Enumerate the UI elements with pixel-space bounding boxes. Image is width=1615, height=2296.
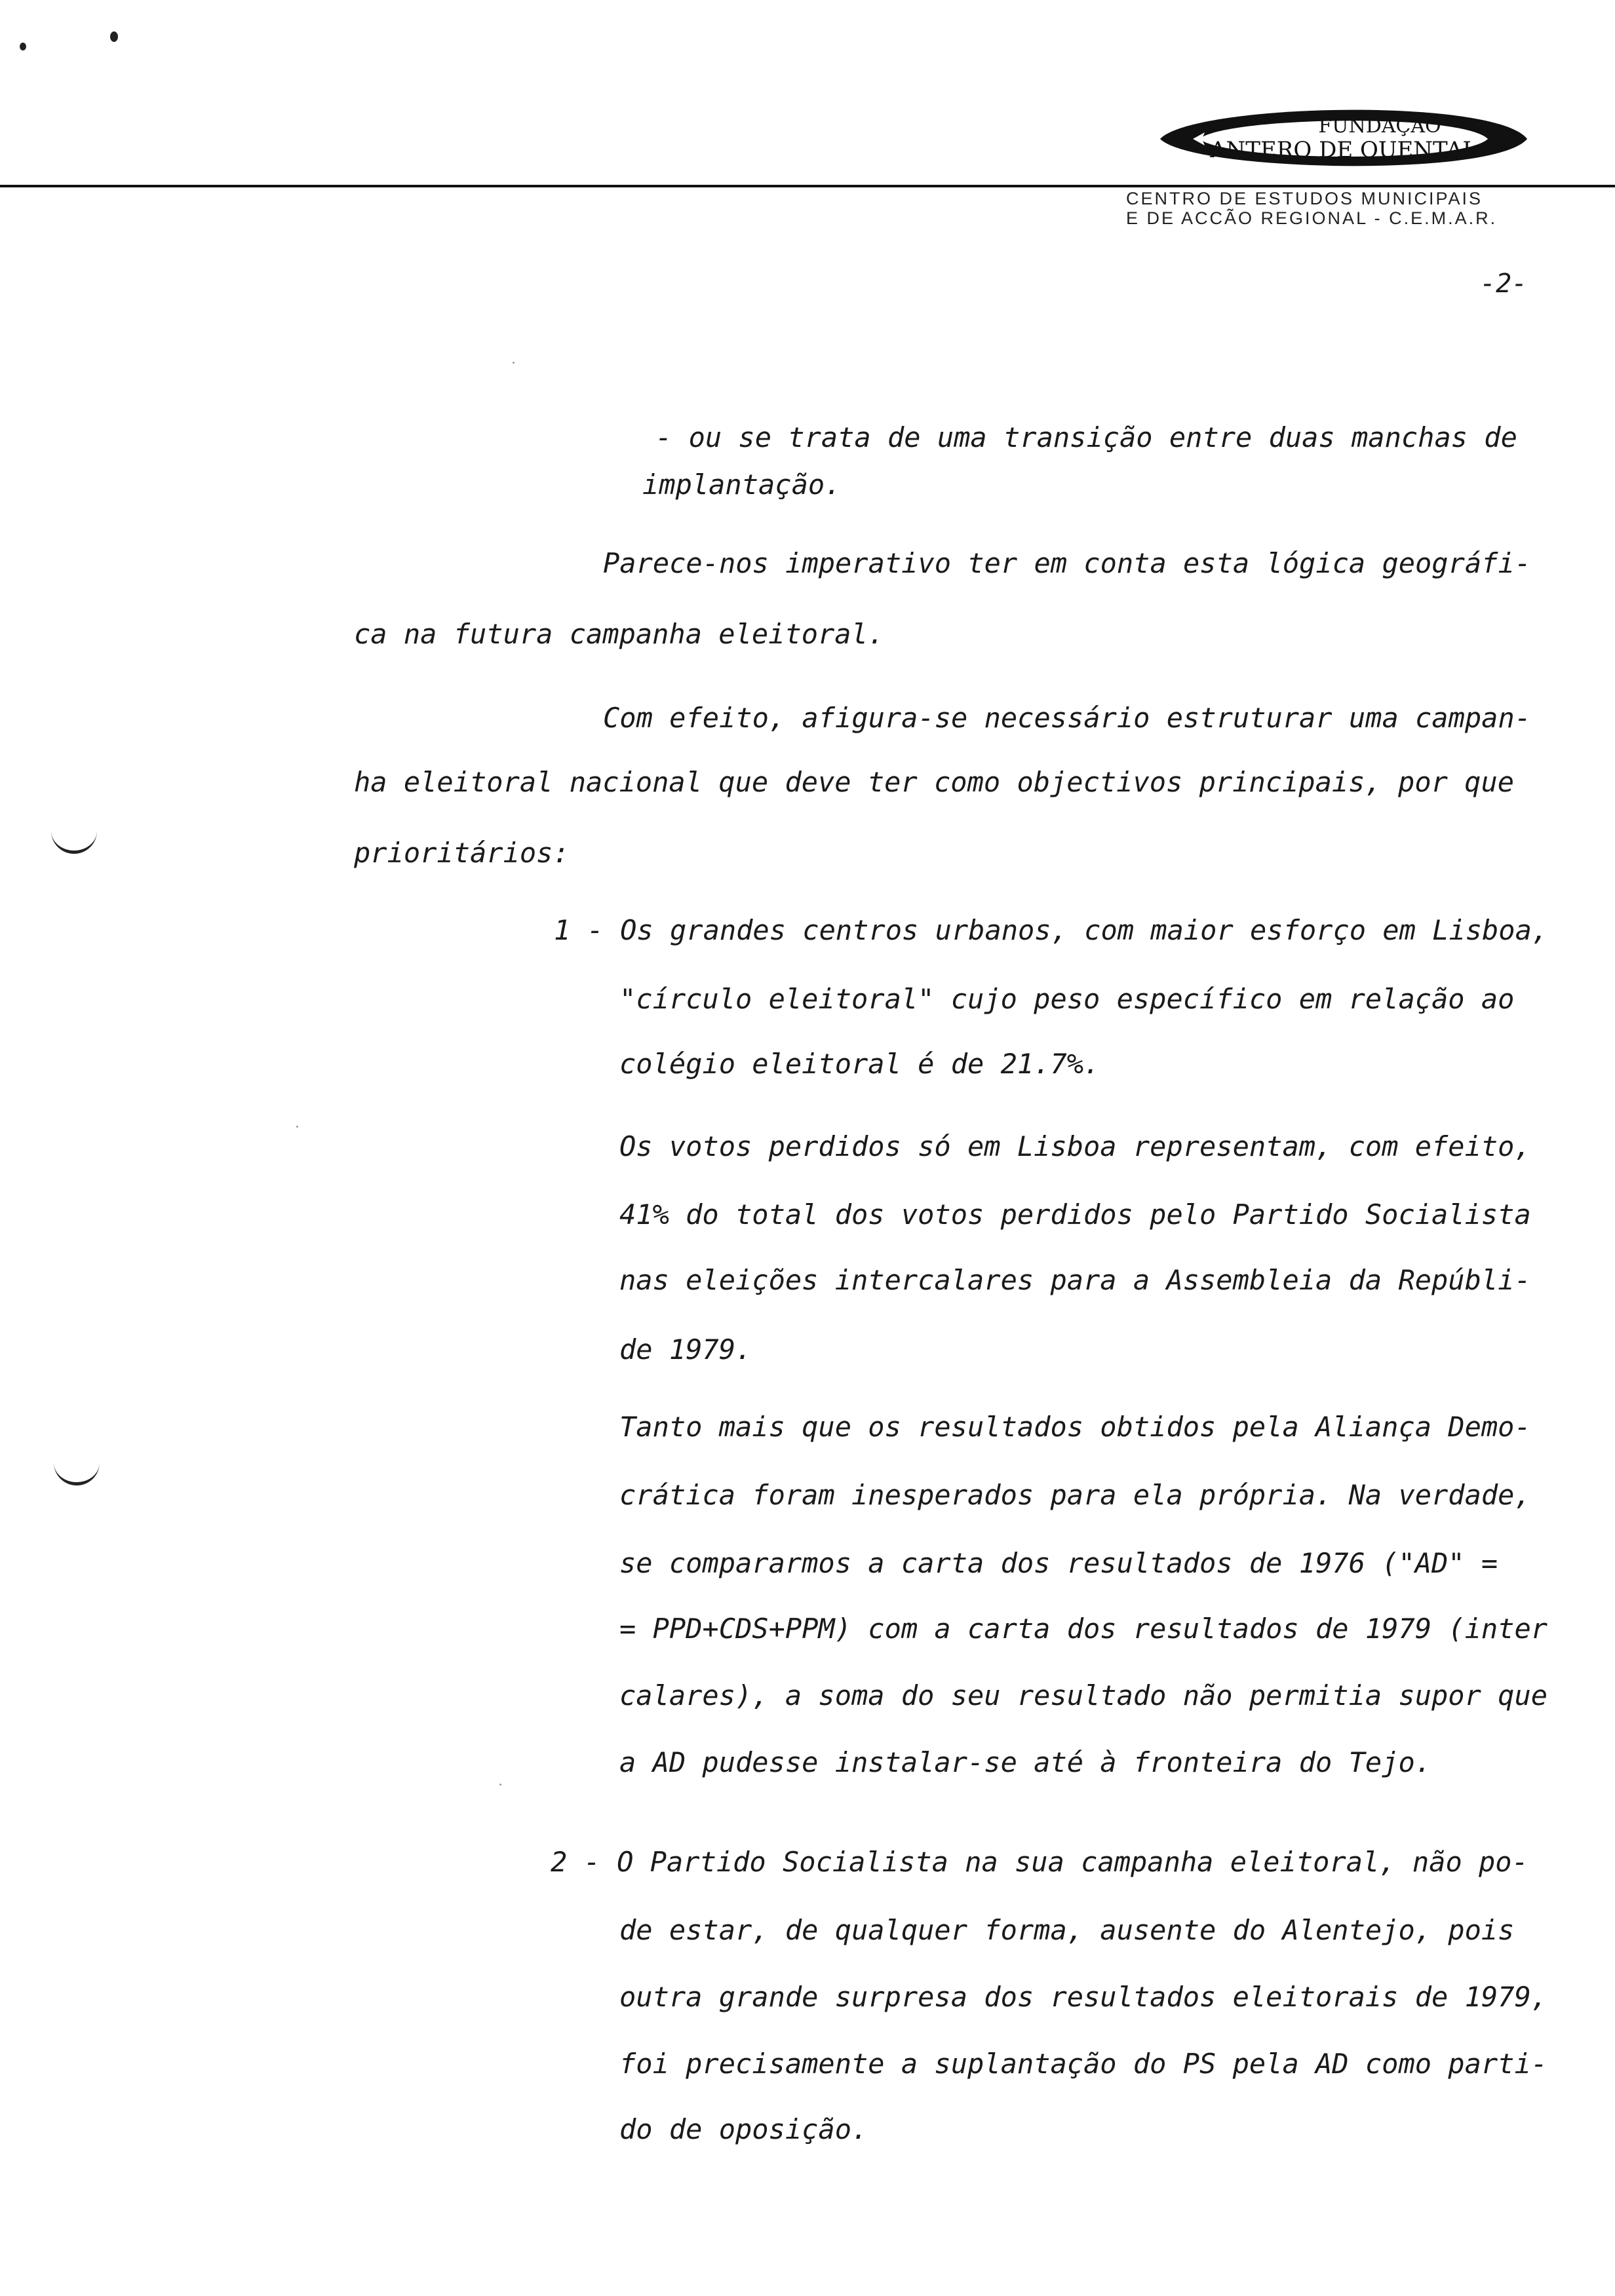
body-line: Com efeito, afigura-se necessário estruturar uma campan-	[603, 702, 1532, 734]
body-line: prioritários:	[354, 837, 570, 869]
body-line: 1 - Os grandes centros urbanos, com maior esforço em Lisboa,	[554, 914, 1549, 946]
header-rule	[0, 185, 1615, 187]
body-line: do de oposição.	[619, 2113, 868, 2145]
page-number: -2-	[1480, 269, 1528, 299]
body-line: 2 - O Partido Socialista na sua campanha eleitoral, não po-	[551, 1846, 1528, 1878]
body-line: Os votos perdidos só em Lisboa representam, com efeito,	[619, 1130, 1531, 1162]
body-line: Tanto mais que os resultados obtidos pela Aliança Demo-	[619, 1411, 1531, 1443]
body-line: ca na futura campanha eleitoral.	[354, 618, 885, 650]
subheader-line1: CENTRO DE ESTUDOS MUNICIPAIS	[1126, 189, 1483, 208]
body-line: crática foram inesperados para ela própria. Na verdade,	[619, 1479, 1531, 1511]
scan-speck	[499, 1784, 501, 1786]
punch-hole-mark	[51, 824, 97, 854]
body-line: implantação.	[642, 469, 842, 501]
body-line: de estar, de qualquer forma, ausente do Alentejo, pois	[619, 1914, 1515, 1946]
scan-speck	[296, 1126, 298, 1128]
body-line: "círculo eleitoral" cujo peso específico em relação ao	[619, 983, 1515, 1015]
body-line: - ou se trata de uma transição entre duas manchas de	[655, 421, 1517, 453]
body-line: de 1979.	[619, 1333, 752, 1366]
subheader-line2: E DE ACCÃO REGIONAL - C.E.M.A.R.	[1126, 208, 1498, 228]
scan-mark	[20, 43, 26, 50]
body-line: calares), a soma do seu resultado não permitia supor que	[619, 1679, 1548, 1712]
punch-hole-mark	[54, 1456, 100, 1485]
body-line: nas eleições intercalares para a Assembleia da Repúbli-	[619, 1264, 1531, 1296]
body-line: ha eleitoral nacional que deve ter como objectivos principais, por que	[354, 766, 1515, 798]
institution-subheader	[1126, 189, 1559, 228]
body-line: a AD pudesse instalar-se até à fronteira do Tejo.	[619, 1746, 1432, 1778]
body-line: colégio eleitoral é de 21.7%.	[619, 1048, 1100, 1080]
body-line: 41% do total dos votos perdidos pelo Partido Socialista	[619, 1198, 1531, 1231]
body-line: se compararmos a carta dos resultados de 1976 ("AD" =	[619, 1547, 1498, 1579]
body-line: foi precisamente a suplantação do PS pela AD como parti-	[619, 2048, 1548, 2080]
logo-line1: FUNDAÇÃO	[1318, 115, 1441, 138]
scan-speck	[513, 362, 515, 364]
logo-line2: ANTERO DE QUENTAL	[1209, 137, 1478, 163]
body-line: Parece-nos imperativo ter em conta esta lógica geográfi-	[603, 547, 1532, 579]
foundation-logo	[1154, 98, 1534, 183]
body-line: = PPD+CDS+PPM) com a carta dos resultados de 1979 (inter	[619, 1613, 1548, 1645]
scan-mark	[110, 31, 118, 42]
body-line: outra grande surpresa dos resultados eleitorais de 1979,	[619, 1981, 1548, 2013]
